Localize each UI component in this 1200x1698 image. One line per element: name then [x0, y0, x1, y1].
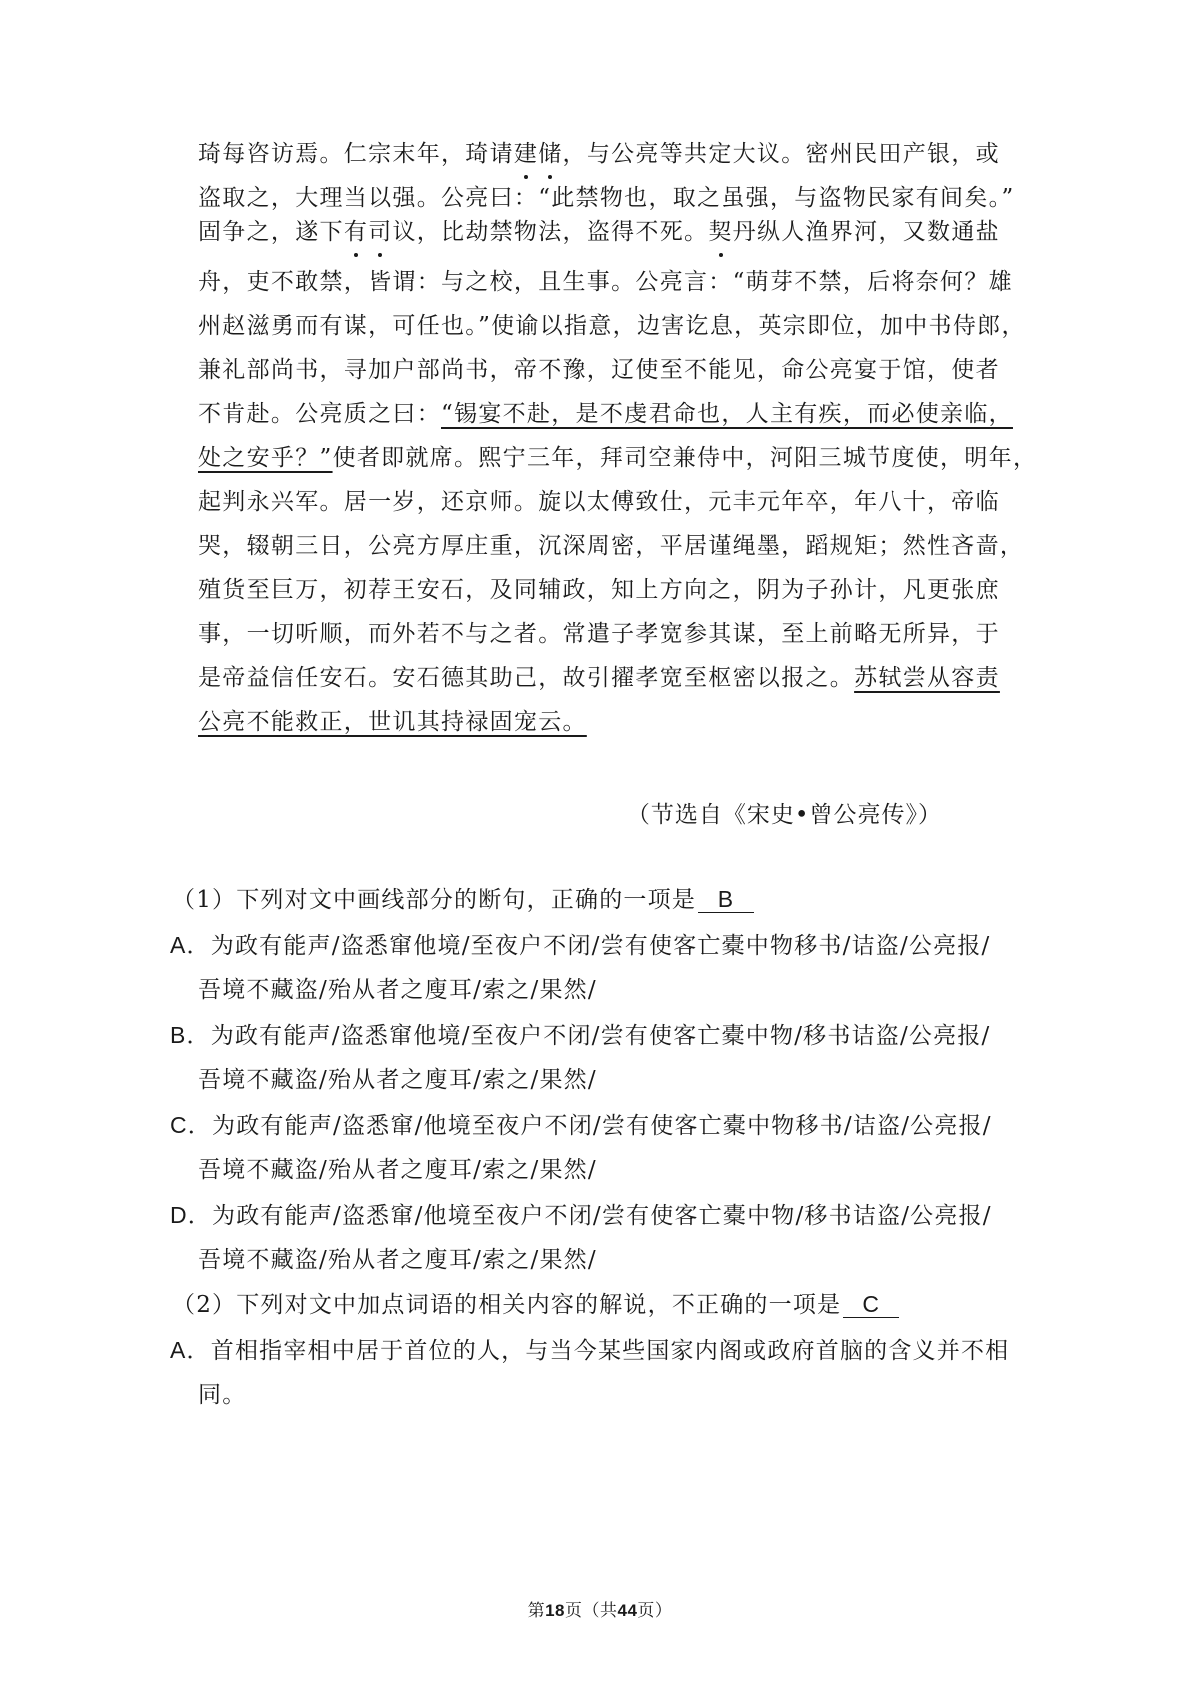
option-a-continued: 吾境不藏盗/殆从者之廋耳/索之/果然/: [198, 977, 597, 1003]
option-letter: C．: [170, 1112, 213, 1138]
option-a: A．首相指宰相中居于首位的人，与当今某些国家内阁或政府首脑的含义并不相: [170, 1337, 1010, 1364]
passage-line: 固争之，遂下有司议，比劫禁物法，盗得不死。契丹纵人渔界河，又数通盐: [198, 210, 948, 254]
passage-line: 州赵滋勇而有谋，可任也。”使谕以指意，边害讫息，英宗即位，加中书侍郎，: [198, 313, 1026, 339]
option-a-continued: 同。: [198, 1382, 247, 1408]
passage: [198, 132, 1038, 744]
passage-line: 事，一切听顺，而外若不与之者。常遣子孝宽参其谋，至上前略无所异，于: [198, 621, 1000, 647]
passage-line: 舟，吏不敢禁，皆谓：与之校，且生事。公亮言：“萌芽不禁，后将奈何？雄: [198, 269, 1013, 295]
underlined-text: 处之安乎？”: [198, 445, 333, 471]
option-b: B．为政有能声/盗悉窜他境/至夜户不闭/尝有使客亡橐中物/移书诘盗/公亮报/: [170, 1022, 991, 1049]
underlined-text: “锡宴不赴，是不虔君命也，人主有疾，而必使亲临，: [441, 401, 1013, 427]
option-a: A．为政有能声/盗悉窜他境/至夜户不闭/尝有使客亡橐中物移书/诘盗/公亮报/: [170, 932, 991, 959]
dotted-char: 契: [708, 210, 732, 254]
option-c-continued: 吾境不藏盗/殆从者之廋耳/索之/果然/: [198, 1157, 597, 1183]
question-1-stem: （1）下列对文中画线部分的断句，正确的一项是 B: [170, 878, 970, 923]
underlined-text: 公亮不能救正，世讥其持禄固宠云。: [198, 709, 587, 735]
passage-line: 琦每咨访焉。仁宗末年，琦请建储，与公亮等共定大议。密州民田产银，或: [198, 132, 948, 176]
underlined-text: 苏轼尝从容责: [854, 665, 1000, 691]
passage-line: 殖货至巨万，初荐王安石，及同辅政，知上方向之，阴为子孙计，凡更张庶: [198, 577, 1000, 603]
passage-line: 兼礼部尚书，寻加户部尚书，帝不豫，辽使至不能见，命公亮宴于馆，使者: [198, 357, 1000, 383]
passage-line: 哭，辍朝三日，公亮方厚庄重，沉深周密，平居谨绳墨，蹈规矩；然性吝啬，: [198, 533, 1025, 559]
option-letter: D．: [170, 1202, 213, 1228]
option-letter: B．: [170, 1022, 211, 1048]
option-c: C．为政有能声/盗悉窜/他境至夜户不闭/尝有使客亡橐中物移书/诘盗/公亮报/: [170, 1112, 992, 1139]
questions: [170, 878, 1010, 1418]
dotted-char: 建: [514, 132, 538, 176]
option-letter: A．: [170, 932, 211, 958]
passage-line: 是帝益信任安石。安石德其助己，故引擢孝宽至枢密以报之。苏轼尝从容责: [198, 665, 1000, 691]
dotted-char: 储: [538, 132, 562, 176]
passage-line: 盗取之，大理当以强。公亮曰：“此禁物也，取之虽强，与盗物民家有间矣。”: [198, 185, 1015, 211]
option-d-continued: 吾境不藏盗/殆从者之廋耳/索之/果然/: [198, 1247, 597, 1273]
answer-blank: C: [843, 1291, 899, 1318]
dotted-char: 有: [344, 210, 368, 254]
passage-line: 不肯赴。公亮质之曰：“锡宴不赴，是不虔君命也，人主有疾，而必使亲临，: [198, 401, 1013, 427]
page-footer: 第18页（共44页）: [527, 1601, 673, 1621]
passage-line: 起判永兴军。居一岁，还京师。旋以太傅致仕，元丰元年卒，年八十，帝临: [198, 489, 1000, 515]
passage-source: （节选自《宋史•曾公亮传》）: [626, 802, 942, 828]
passage-line: [198, 700, 948, 744]
page-number: 18: [545, 1601, 565, 1620]
question-2-stem: （2）下列对文中加点词语的相关内容的解说，不正确的一项是 C: [170, 1283, 970, 1328]
passage-line: 处之安乎？”使者即就席。熙宁三年，拜司空兼侍中，河阳三城节度使，明年，: [198, 445, 1038, 471]
page-total: 44: [617, 1601, 638, 1620]
option-d: D．为政有能声/盗悉窜/他境至夜户不闭/尝有使客亡橐中物/移书诘盗/公亮报/: [170, 1202, 992, 1229]
option-letter: A．: [170, 1337, 211, 1363]
option-b-continued: 吾境不藏盗/殆从者之廋耳/索之/果然/: [198, 1067, 597, 1093]
answer-blank: B: [698, 886, 754, 913]
dotted-char: 司: [368, 210, 392, 254]
